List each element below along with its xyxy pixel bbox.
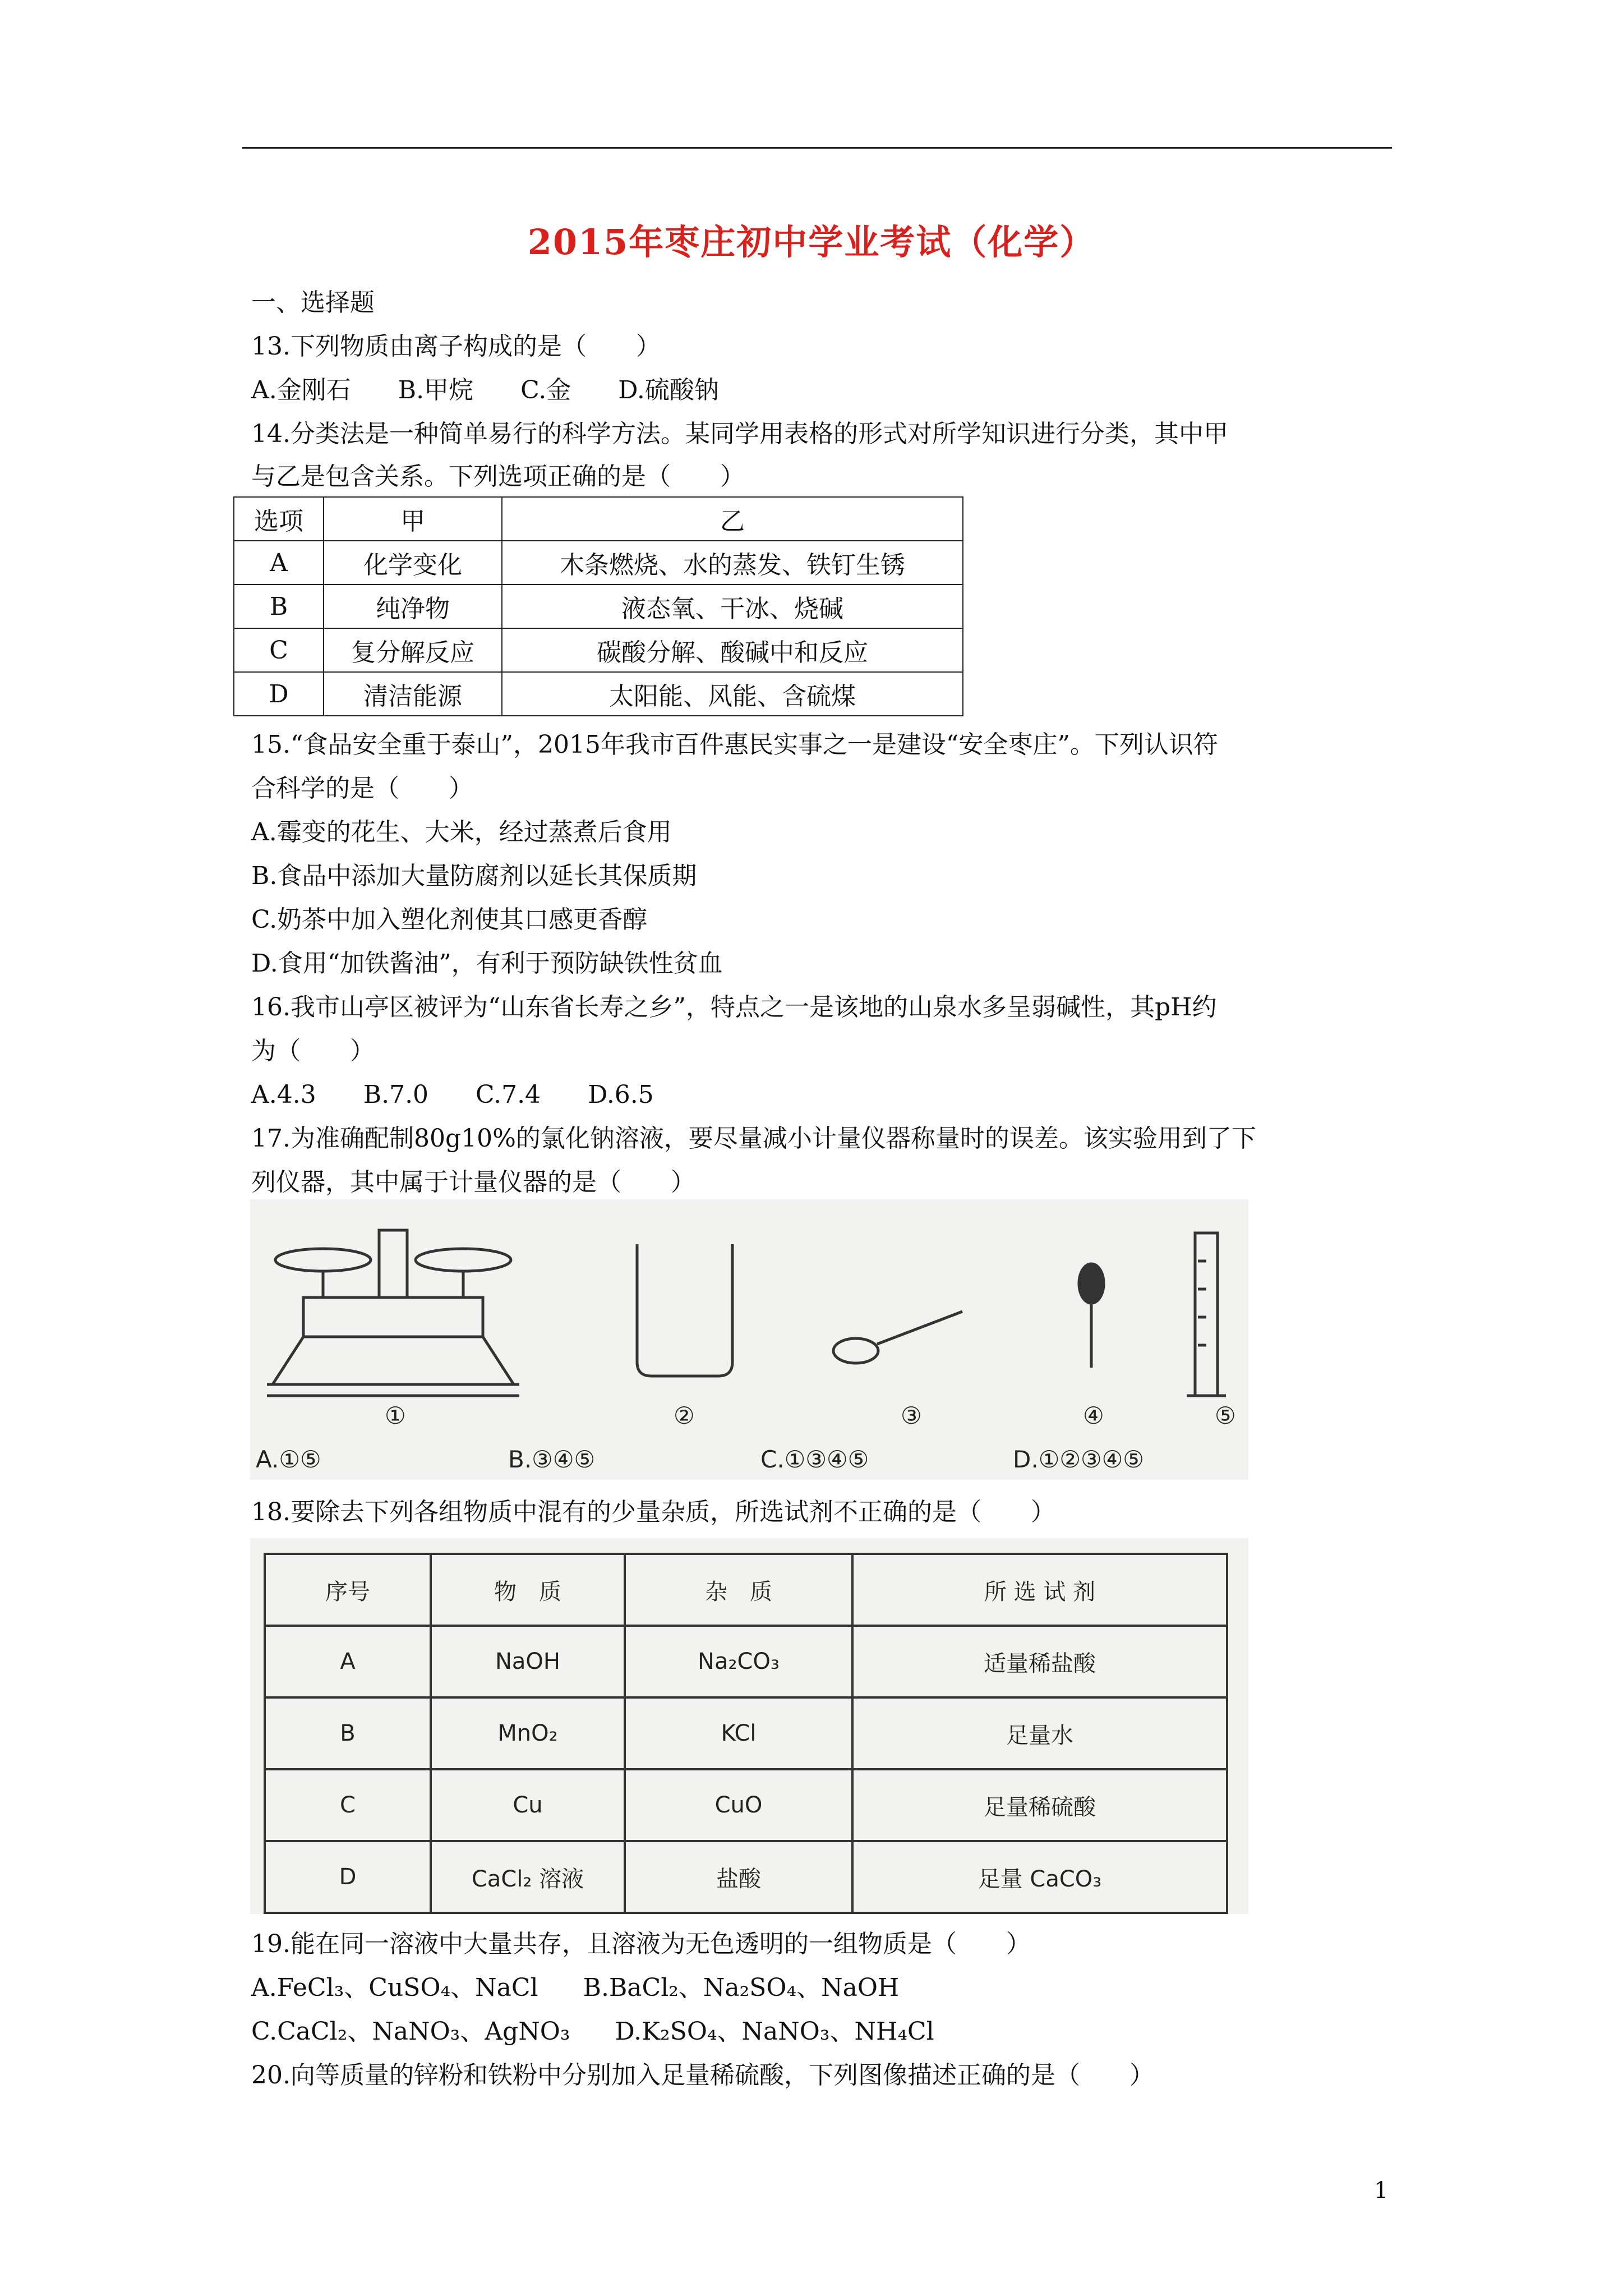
table-cell: D (234, 672, 324, 716)
table-cell: 木条燃烧、水的蒸发、铁钉生锈 (502, 541, 963, 585)
table-header-cell: 选项 (234, 497, 324, 541)
table-cell: B (265, 1697, 431, 1769)
q15-option-a: A.霉变的花生、大米，经过蒸煮后食用 (251, 818, 672, 846)
graduated-cylinder-icon (1187, 1233, 1226, 1396)
instrument-label-5: ⑤ (1215, 1402, 1236, 1429)
dropper-icon (1079, 1264, 1104, 1368)
table-header-cell: 甲 (324, 497, 502, 541)
table-row (265, 1769, 1227, 1841)
table-cell: 化学变化 (324, 541, 502, 585)
table-header-cell: 乙 (502, 497, 963, 541)
table-cell: NaOH (431, 1626, 625, 1697)
balance-icon (267, 1230, 519, 1396)
q14-stem-line1: 14.分类法是一种简单易行的科学方法。某同学用表格的形式对所学知识进行分类，其中甲 (251, 420, 1228, 448)
q17-choice-b: B.③④⑤ (508, 1446, 596, 1473)
table-cell: 足量稀硫酸 (852, 1769, 1227, 1841)
table-cell: 足量水 (852, 1697, 1227, 1769)
table-header-row (234, 497, 963, 541)
table-row (234, 541, 963, 585)
table-header-cell: 物 质 (431, 1554, 625, 1626)
table-cell: 适量稀盐酸 (852, 1626, 1227, 1697)
instrument-label-1: ① (385, 1402, 406, 1429)
q19-options-cd (251, 2016, 934, 2047)
table-cell: 碳酸分解、酸碱中和反应 (502, 628, 963, 672)
instrument-label-4: ④ (1083, 1402, 1104, 1429)
header-rule (242, 147, 1392, 149)
table-cell: A (234, 541, 324, 585)
q16-option-a: A.4.3 (251, 1080, 316, 1109)
q18-stem: 18.要除去下列各组物质中混有的少量杂质，所选试剂不正确的是（ ） (251, 1498, 1055, 1526)
table-row (265, 1841, 1227, 1913)
table-cell: CaCl₂ 溶液 (431, 1841, 625, 1913)
q19-option-a: A.FeCl₃、CuSO₄、NaCl (251, 1973, 538, 2002)
q16-stem-line1: 16.我市山亭区被评为“山东省长寿之乡”，特点之一是该地的山泉水多呈弱碱性，其pH约 (251, 993, 1217, 1022)
table-cell: Cu (431, 1769, 625, 1841)
table-cell: 复分解反应 (324, 628, 502, 672)
q15-option-b: B.食品中添加大量防腐剂以延长其保质期 (251, 862, 697, 890)
table-header-cell: 序号 (265, 1554, 431, 1626)
q15-option-c: C.奶茶中加入塑化剂使其口感更香醇 (251, 905, 648, 934)
table-cell: 足量 CaCO₃ (852, 1841, 1227, 1913)
q19-option-b: B.BaCl₂、Na₂SO₄、NaOH (583, 1973, 900, 2002)
q17-stem-line2: 列仪器，其中属于计量仪器的是（ ） (251, 1168, 695, 1197)
beaker-icon (637, 1244, 732, 1376)
q19-stem: 19.能在同一溶液中大量共存，且溶液为无色透明的一组物质是（ ） (251, 1930, 1031, 1958)
table-cell: C (234, 628, 324, 672)
q13-options (251, 375, 758, 406)
table-row (265, 1697, 1227, 1769)
table-cell: CuO (625, 1769, 852, 1841)
q17-choice-d: D.①②③④⑤ (1013, 1446, 1144, 1473)
table-row (234, 585, 963, 628)
instrument-label-3: ③ (901, 1402, 922, 1429)
q16-option-d: D.6.5 (588, 1080, 654, 1109)
q16-stem-line2: 为（ ） (251, 1037, 375, 1065)
q19-option-c: C.CaCl₂、NaNO₃、AgNO₃ (251, 2017, 570, 2046)
q19-options-ab (251, 1972, 899, 2004)
q15-option-d: D.食用“加铁酱油”，有利于预防缺铁性贫血 (251, 949, 723, 978)
table-cell: 纯净物 (324, 585, 502, 628)
q18-table (264, 1553, 1228, 1914)
q17-instruments-image (250, 1199, 1248, 1480)
q16-option-b: B.7.0 (363, 1080, 429, 1109)
page-number: 1 (1374, 2178, 1389, 2203)
q20-stem: 20.向等质量的锌粉和铁粉中分别加入足量稀硫酸，下列图像描述正确的是（ ） (251, 2061, 1154, 2090)
table-cell: D (265, 1841, 431, 1913)
table-row (265, 1626, 1227, 1697)
table-cell: B (234, 585, 324, 628)
table-cell: 太阳能、风能、含硫煤 (502, 672, 963, 716)
lab-instruments-illustration (250, 1199, 1248, 1480)
q13-option-b: B.甲烷 (398, 376, 474, 404)
table-row (234, 672, 963, 716)
q17-stem-line1: 17.为准确配制80g10%的氯化钠溶液，要尽量减小计量仪器称量时的误差。该实验用到了下 (251, 1124, 1256, 1153)
q17-choice-a: A.①⑤ (256, 1446, 321, 1473)
table-header-cell: 所 选 试 剂 (852, 1554, 1227, 1626)
table-header-cell: 杂 质 (625, 1554, 852, 1626)
q13-option-c: C.金 (520, 376, 571, 404)
table-header-row (265, 1554, 1227, 1626)
q16-options (251, 1079, 693, 1111)
q16-option-c: C.7.4 (476, 1080, 541, 1109)
table-cell: 盐酸 (625, 1841, 852, 1913)
q15-stem-line2: 合科学的是（ ） (251, 774, 473, 803)
spoon-icon (833, 1312, 962, 1363)
q19-option-d: D.K₂SO₄、NaNO₃、NH₄Cl (615, 2017, 934, 2046)
instrument-label-2: ② (674, 1402, 695, 1429)
table-cell: A (265, 1626, 431, 1697)
table-cell: Na₂CO₃ (625, 1626, 852, 1697)
table-cell: KCl (625, 1697, 852, 1769)
section-heading: 一、选择题 (251, 288, 375, 317)
q13-option-a: A.金刚石 (251, 376, 351, 404)
table-cell: 液态氧、干冰、烧碱 (502, 585, 963, 628)
q13-option-d: D.硫酸钠 (618, 376, 719, 404)
q14-stem-line2: 与乙是包含关系。下列选项正确的是（ ） (251, 462, 745, 491)
q13-stem: 13.下列物质由离子构成的是（ ） (251, 332, 661, 361)
table-cell: MnO₂ (431, 1697, 625, 1769)
q14-table (233, 496, 963, 716)
table-cell: 清洁能源 (324, 672, 502, 716)
table-row (234, 628, 963, 672)
table-cell: C (265, 1769, 431, 1841)
q17-choice-c: C.①③④⑤ (760, 1446, 869, 1473)
q15-stem-line1: 15.“食品安全重于泰山”，2015年我市百件惠民实事之一是建设“安全枣庄”。下列认识符 (251, 730, 1218, 759)
page-title: 2015年枣庄初中学业考试（化学） (527, 222, 1096, 263)
